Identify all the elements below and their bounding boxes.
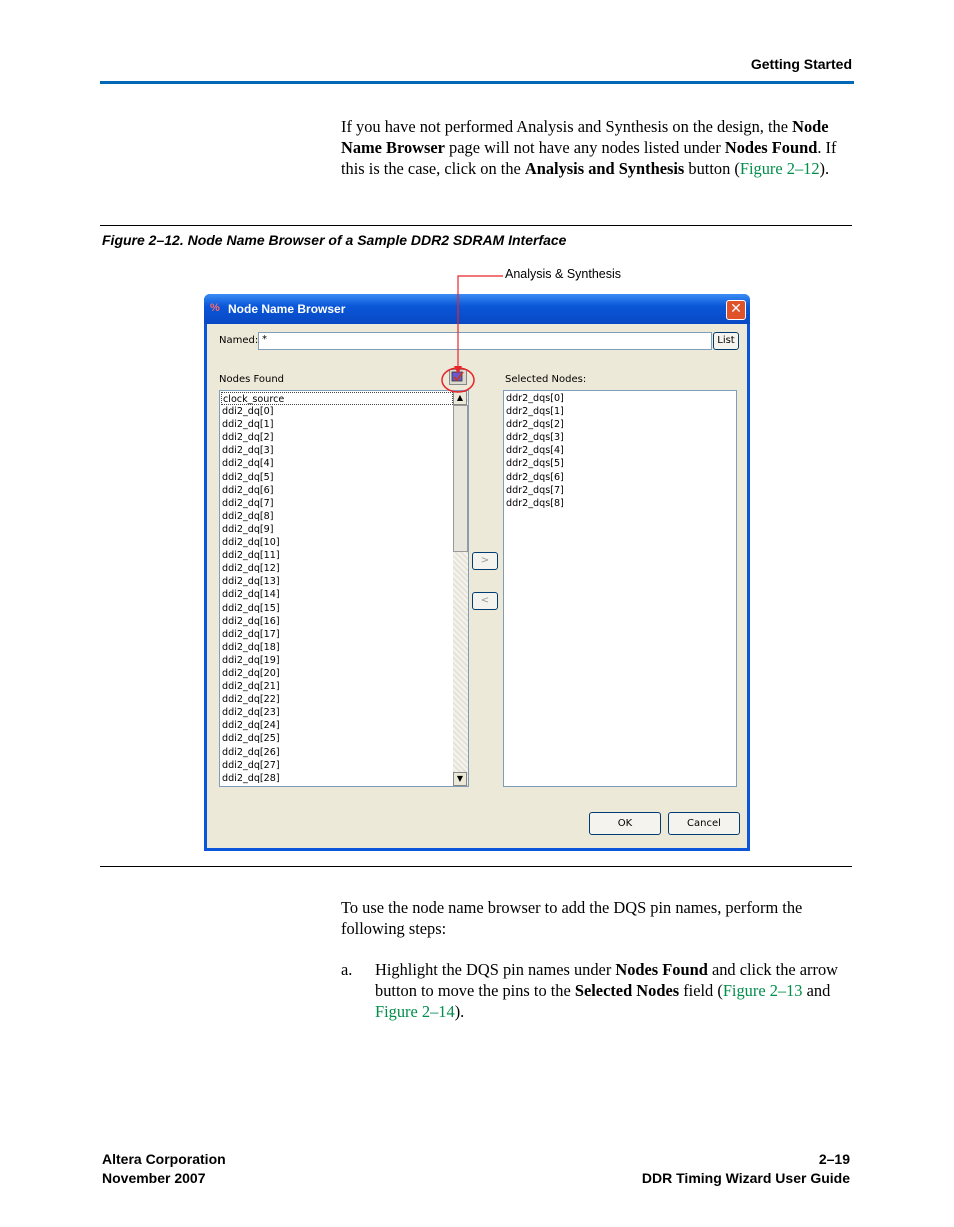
- list-item[interactable]: ddi2_dq[4]: [222, 458, 274, 470]
- list-item[interactable]: ddr2_dqs[6]: [506, 471, 564, 483]
- callout-leader-line: [458, 276, 503, 372]
- list-item[interactable]: ddr2_dqs[8]: [506, 497, 564, 509]
- list-item[interactable]: ddr2_dqs[4]: [506, 445, 564, 457]
- step-a-text: Highlight the DQS pin names under Nodes Found and click the arrow button to move the pins to the Selected Nodes field (Figure 2–13 and Figure 2–14).: [375, 960, 839, 1021]
- selected-nodes-label: Selected Nodes:: [505, 374, 587, 385]
- list-item[interactable]: ddi2_dq[19]: [222, 654, 280, 666]
- figure-link[interactable]: Figure 2–13: [722, 981, 803, 1000]
- list-item[interactable]: ddi2_dq[27]: [222, 759, 280, 771]
- list-item[interactable]: clock_source: [221, 392, 453, 405]
- named-label: Named:: [219, 335, 259, 346]
- list-item[interactable]: ddi2_dq[21]: [222, 681, 280, 693]
- list-item[interactable]: ddi2_dq[20]: [222, 667, 280, 679]
- list-item[interactable]: ddi2_dq[15]: [222, 602, 280, 614]
- list-item[interactable]: ddr2_dqs[5]: [506, 458, 564, 470]
- list-item[interactable]: ddi2_dq[16]: [222, 615, 280, 627]
- list-item[interactable]: ddi2_dq[14]: [222, 589, 280, 601]
- list-item[interactable]: ddr2_dqs[2]: [506, 419, 564, 431]
- running-header: Getting Started: [750, 56, 852, 72]
- named-input[interactable]: *: [258, 332, 712, 350]
- footer-company: Altera Corporation: [102, 1151, 226, 1167]
- dialog-title: Node Name Browser: [228, 302, 346, 316]
- steps-intro: To use the node name browser to add the DQS pin names, perform the following steps:: [341, 898, 803, 938]
- list-item[interactable]: ddi2_dq[18]: [222, 641, 280, 653]
- chevron-right-icon: >: [480, 555, 490, 566]
- callout-arrowhead: [454, 366, 462, 374]
- list-item[interactable]: ddi2_dq[23]: [222, 707, 280, 719]
- list-item[interactable]: ddi2_dq[26]: [222, 746, 280, 758]
- list-item[interactable]: ddi2_dq[28]: [222, 772, 280, 784]
- chevron-left-icon: <: [480, 595, 490, 606]
- scroll-down-icon: ▼: [456, 774, 464, 783]
- figure-link[interactable]: Figure 2–12: [739, 159, 820, 178]
- list-item[interactable]: ddi2_dq[6]: [222, 484, 274, 496]
- list-item[interactable]: ddi2_dq[1]: [222, 419, 274, 431]
- nodes-found-label: Nodes Found: [219, 374, 285, 385]
- list-button[interactable]: List: [713, 332, 739, 350]
- list-item[interactable]: ddi2_dq[17]: [222, 628, 280, 640]
- list-item[interactable]: ddr2_dqs[3]: [506, 432, 564, 444]
- footer-right: [642, 1150, 850, 1188]
- list-item[interactable]: ddi2_dq[0]: [222, 406, 274, 418]
- list-item[interactable]: ddi2_dq[7]: [222, 497, 274, 509]
- ok-button[interactable]: OK: [589, 812, 661, 835]
- list-item[interactable]: ddi2_dq[22]: [222, 694, 280, 706]
- callout-label: Analysis & Synthesis: [505, 267, 622, 281]
- list-item[interactable]: ddi2_dq[9]: [222, 523, 274, 535]
- figure-link[interactable]: Figure 2–14: [375, 1002, 455, 1021]
- list-item[interactable]: ddi2_dq[12]: [222, 563, 280, 575]
- figure-bottom-rule: [100, 866, 852, 867]
- list-item[interactable]: ddi2_dq[2]: [222, 432, 274, 444]
- list-item[interactable]: ddi2_dq[8]: [222, 510, 274, 522]
- footer-page-number: 2–19: [818, 1151, 850, 1167]
- list-item[interactable]: ddi2_dq[24]: [222, 720, 280, 732]
- app-icon: %: [210, 302, 220, 314]
- footer-left: [102, 1150, 226, 1188]
- cancel-button[interactable]: Cancel: [668, 812, 740, 835]
- list-item[interactable]: ddi2_dq[13]: [222, 576, 280, 588]
- list-item[interactable]: ddi2_dq[5]: [222, 471, 274, 483]
- intro-paragraph: If you have not performed Analysis and Synthesis on the design, the Node Name Browser page will not have any nodes listed under Nodes Found. If this is the case, click on the Analysis and Synthesis button (Figure 2–12).: [341, 117, 837, 178]
- scroll-up-icon: ▲: [456, 393, 464, 402]
- list-item[interactable]: ddr2_dqs[7]: [506, 484, 564, 496]
- footer-guide-title: DDR Timing Wizard User Guide: [641, 1170, 850, 1186]
- list-item[interactable]: ddr2_dqs[0]: [506, 393, 564, 404]
- footer-date: November 2007: [102, 1170, 206, 1186]
- list-item[interactable]: ddr2_dqs[1]: [506, 406, 564, 418]
- figure-caption: Figure 2–12. Node Name Browser of a Sample DDR2 SDRAM Interface: [102, 232, 567, 248]
- list-item[interactable]: ddi2_dq[3]: [222, 445, 274, 457]
- list-item[interactable]: ddi2_dq[25]: [222, 733, 280, 745]
- close-icon: ✕: [730, 301, 742, 317]
- list-item[interactable]: ddi2_dq[11]: [222, 550, 280, 562]
- step-a-marker: a.: [341, 960, 353, 979]
- list-item[interactable]: ddi2_dq[10]: [222, 537, 280, 549]
